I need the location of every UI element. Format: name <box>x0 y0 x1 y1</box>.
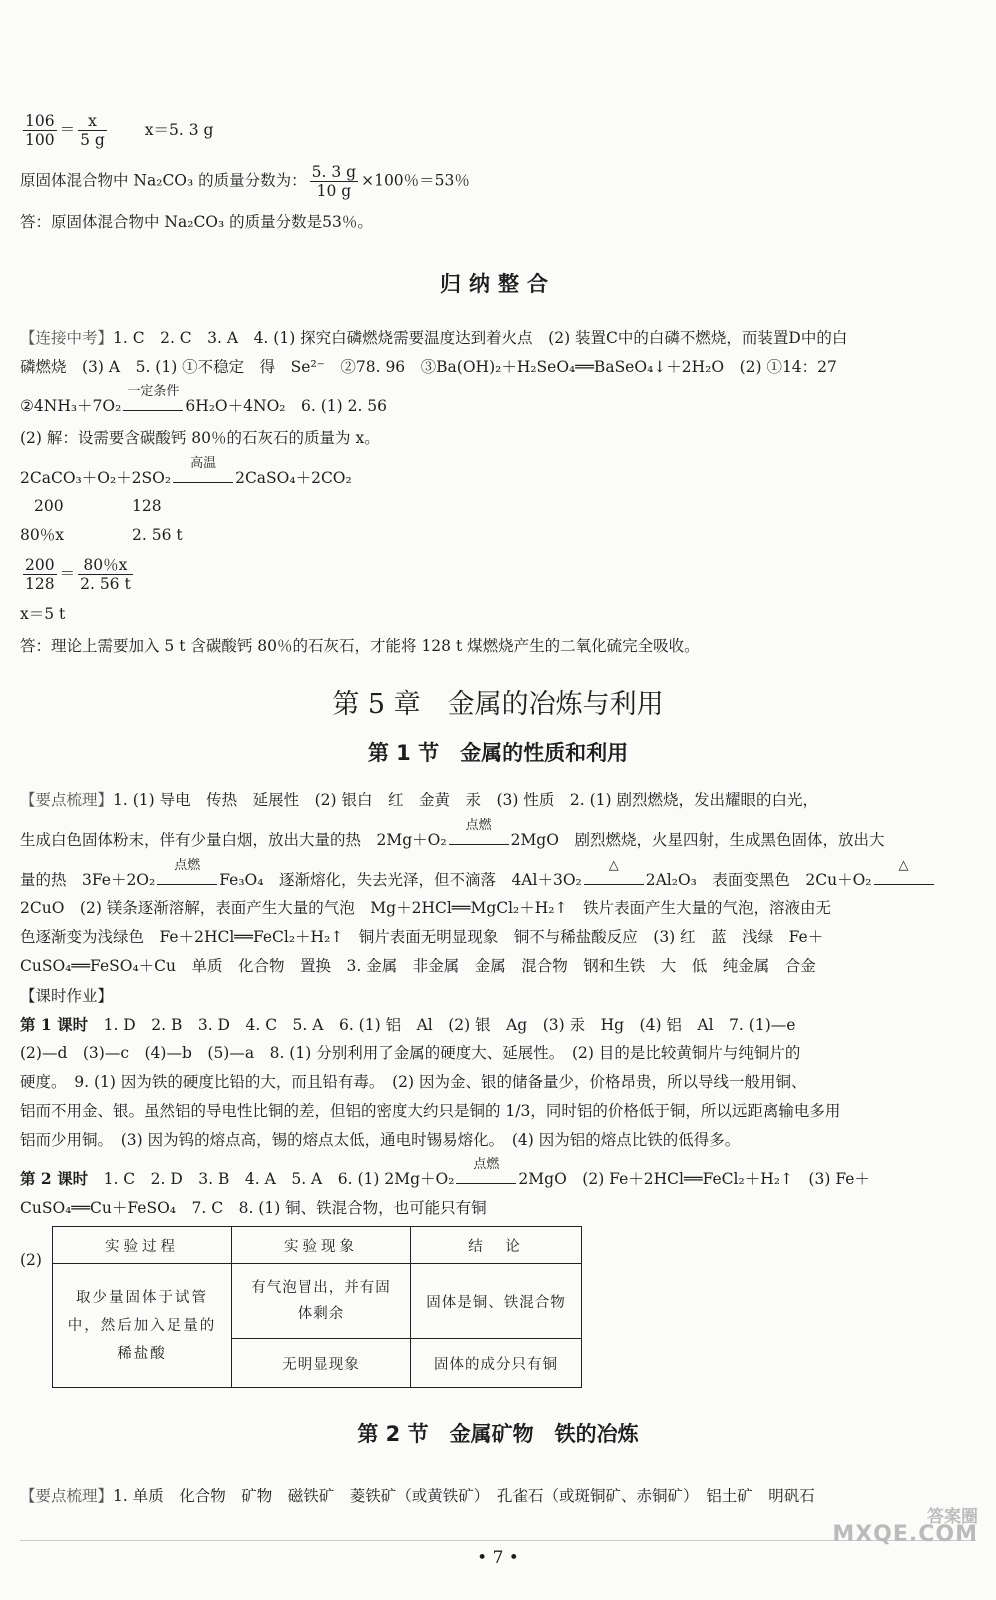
column-header: 实验过程 <box>53 1227 232 1264</box>
mass-fraction-line <box>20 163 470 200</box>
text-content: 2Al₂O₃ 表面变黑色 2Cu＋O₂ <box>645 871 872 889</box>
answer-line: 答：原固体混合物中 Na₂CO₃ 的质量分数是53％。 <box>20 213 373 231</box>
section-title: 第 1 节 金属的性质和利用 <box>367 741 629 765</box>
heat-symbol: △ <box>608 858 619 873</box>
fraction <box>78 556 133 593</box>
condition-label: 一定条件 <box>127 384 180 399</box>
watermark-text: 答案圈 <box>927 1507 978 1527</box>
condition-line <box>123 410 183 411</box>
answer-line: 答：理论上需要加入 5 t 含碳酸钙 80％的石灰石，才能将 128 t 煤燃烧产生的二氧化硫完全吸收。 <box>20 637 700 655</box>
relative-mass: 200 <box>34 497 64 515</box>
mass-fraction-result: ×100％＝53％ <box>361 171 470 190</box>
text-content: 量的热 3Fe＋2O₂ <box>20 871 156 889</box>
denominator: 5 g <box>80 131 105 149</box>
page-number: • 7 • <box>477 1548 519 1568</box>
actual-mass: 80％x <box>20 526 64 544</box>
tag-label: 【连接中考】 <box>20 329 114 347</box>
ratio-equation: $\frac{106}{100}$ ＝ $\frac{x}{5 g}$ x＝5. 3 g <box>25 112 214 149</box>
condition-label: 点燃 <box>473 1157 500 1172</box>
condition-line <box>173 482 233 483</box>
equation-left: ②4NH₃＋7O₂ <box>20 397 122 415</box>
reaction-condition <box>157 858 217 885</box>
denominator: 128 <box>25 575 55 593</box>
text-line: CuSO₄══FeSO₄＋Cu 单质 化合物 置换 3. 金属 非金属 金属 混合物 钢和生铁 大 低 纯金属 合金 <box>20 957 816 975</box>
tag-label: 【课时作业】 <box>20 987 114 1005</box>
experiment-table <box>52 1226 582 1388</box>
text-content: 生成白色固体粉末，伴有少量白烟，放出大量的热 2Mg＋O₂ <box>20 831 447 849</box>
chemical-equation <box>20 456 352 488</box>
text-line <box>20 384 388 416</box>
table-cell: 固体是铜、铁混合物 <box>411 1264 582 1339</box>
condition-line <box>157 884 217 885</box>
chapter-title: 第 5 章 金属的冶炼与利用 <box>332 689 664 720</box>
numerator: x <box>78 112 107 131</box>
watermark <box>832 1507 978 1547</box>
denominator: 10 g <box>316 182 352 200</box>
heat-symbol: △ <box>898 858 909 873</box>
fraction <box>310 163 358 200</box>
section-title: 第 2 节 金属矿物 铁的冶炼 <box>357 1422 639 1446</box>
table-header-row <box>53 1227 582 1264</box>
table-cell: 固体的成分只有铜 <box>411 1339 582 1388</box>
table-cell: 有气泡冒出，并有固体剩余 <box>232 1264 411 1339</box>
text-line: 铝而少用铜。 (3) 因为钨的熔点高，锡的熔点太低，通电时锡易熔化。 (4) 因为铝的熔点比铁的低得多。 <box>20 1131 741 1149</box>
table-label: (2) <box>20 1251 42 1269</box>
actual-mass: 2. 56 t <box>132 526 183 544</box>
text-content: 2MgO 剧烈燃烧，火星四射，生成黑色固体，放出大 <box>510 831 885 849</box>
text-line: 磷燃烧 (3) A 5. (1) ①不稳定 得 Se²⁻ ②78. 96 ③Ba(OH)₂＋H₂SeO₄══BaSeO₄↓＋2H₂O (2) ①14：27 <box>20 358 837 376</box>
numerator: 200 <box>25 556 55 574</box>
text-line <box>20 1015 795 1035</box>
fraction <box>23 112 57 149</box>
text-line <box>20 328 847 348</box>
text-content: 1. (1) 导电 传热 延展性 (2) 银白 红 金黄 汞 (3) 性质 2. (1) 剧烈燃烧，发出耀眼的白光， <box>113 791 818 809</box>
text-content: 2MgO (2) Fe＋2HCl══FeCl₂＋H₂↑ (3) Fe＋ <box>518 1170 870 1188</box>
text-line <box>20 818 885 850</box>
tag-label: 【要点梳理】 <box>20 791 114 809</box>
mass-fraction-text: 原固体混合物中 Na₂CO₃ 的质量分数为： <box>20 171 307 190</box>
text-line <box>20 790 818 810</box>
ratio-equation: $\frac{200}{128}$ ＝ $\frac{80\%x}{2. 56 t}$ <box>25 556 131 593</box>
text-line: 铝而不用金、银。虽然铝的导电性比铜的差，但铝的密度大约只是铜的 1/3，同时铝的价格低于铜，所以远距离输电多用 <box>20 1102 841 1120</box>
text-line: 色逐渐变为浅绿色 Fe＋2HCl══FeCl₂＋H₂↑ 铜片表面无明显现象 铜不与稀盐酸反应 (3) 红 蓝 浅绿 Fe＋ <box>20 928 824 946</box>
text-content: 1. D 2. B 3. D 4. C 5. A 6. (1) 铝 Al (2) 银 Ag (3) 汞 Hg (4) 铝 Al 7. (1)—e <box>103 1016 796 1034</box>
lesson-label: 第 1 课时 <box>20 1015 89 1034</box>
relative-mass: 128 <box>132 497 162 515</box>
condition-line <box>449 844 509 845</box>
denominator: 2. 56 t <box>80 575 131 593</box>
reaction-condition <box>173 456 233 483</box>
text-line <box>20 858 936 890</box>
x-result: x＝5. 3 g <box>144 120 214 139</box>
reaction-condition <box>456 1157 516 1184</box>
text-line: 2CuO (2) 镁条逐渐溶解，表面产生大量的气泡 Mg＋2HCl══MgCl₂＋H₂↑ 铁片表面产生大量的气泡，溶液由无 <box>20 899 831 917</box>
tag-label: 【要点梳理】 <box>20 1487 114 1505</box>
equation-right: 2CaSO₄＋2CO₂ <box>235 469 352 487</box>
reaction-condition <box>874 858 934 885</box>
condition-label: 点燃 <box>174 858 201 873</box>
table-cell: 取少量固体于试管中，然后加入足量的稀盐酸 <box>53 1264 232 1388</box>
reaction-condition <box>584 858 644 885</box>
reaction-condition <box>449 818 509 845</box>
numerator: 106 <box>25 112 55 130</box>
table-cell: 无明显现象 <box>232 1339 411 1388</box>
text-content: 1. C 2. C 3. A 4. (1) 探究白磷燃烧需要温度达到着火点 (2) 装置C中的白磷不燃烧，而装置D中的白 <box>113 329 848 347</box>
column-header: 实验现象 <box>232 1227 411 1264</box>
equation-left: 2CaCO₃＋O₂＋2SO₂ <box>20 469 172 487</box>
table-row <box>53 1264 582 1339</box>
condition-line <box>874 884 934 885</box>
text-line <box>20 1157 870 1189</box>
condition-line <box>456 1183 516 1184</box>
column-header: 结 论 <box>411 1227 582 1264</box>
equation-right: 6H₂O＋4NO₂ 6. (1) 2. 56 <box>185 397 388 415</box>
text-content: Fe₃O₄ 逐渐熔化，失去光泽，但不滴落 4Al＋3O₂ <box>219 871 582 889</box>
watermark-url: MXQE.COM <box>832 1522 978 1547</box>
condition-label: 点燃 <box>465 818 492 833</box>
text-line: CuSO₄══Cu＋FeSO₄ 7. C 8. (1) 铜、铁混合物，也可能只有铜 <box>20 1199 487 1217</box>
text-line: 硬度。 9. (1) 因为铁的硬度比铅的大，而且铅有毒。 (2) 因为金、银的储备量少，价格昂贵，所以导线一般用铜、 <box>20 1073 807 1091</box>
fraction <box>23 556 57 593</box>
reaction-condition <box>123 384 183 411</box>
lesson-label: 第 2 课时 <box>20 1169 89 1188</box>
section-heading: 归纳整合 <box>440 272 556 296</box>
x-result: x＝5 t <box>20 605 66 623</box>
text-content: 1. C 2. D 3. B 4. A 5. A 6. (1) 2Mg＋O₂ <box>103 1170 455 1188</box>
numerator: 80％x <box>78 556 133 575</box>
fraction <box>78 112 107 149</box>
condition-label: 高温 <box>190 456 217 471</box>
text-content: 1. 单质 化合物 矿物 磁铁矿 菱铁矿（或黄铁矿） 孔雀石（或斑铜矿、赤铜矿） 铝土矿 明矾石 <box>113 1487 815 1505</box>
condition-line <box>584 884 644 885</box>
numerator: 5. 3 g <box>311 163 357 181</box>
text-line <box>20 1486 815 1506</box>
text-line: (2)—d (3)—c (4)—b (5)—a 8. (1) 分别利用了金属的硬度大、延展性。 (2) 目的是比较黄铜片与纯铜片的 <box>20 1044 801 1062</box>
denominator: 100 <box>25 131 55 149</box>
text-line: (2) 解：设需要含碳酸钙 80％的石灰石的质量为 x。 <box>20 429 380 447</box>
